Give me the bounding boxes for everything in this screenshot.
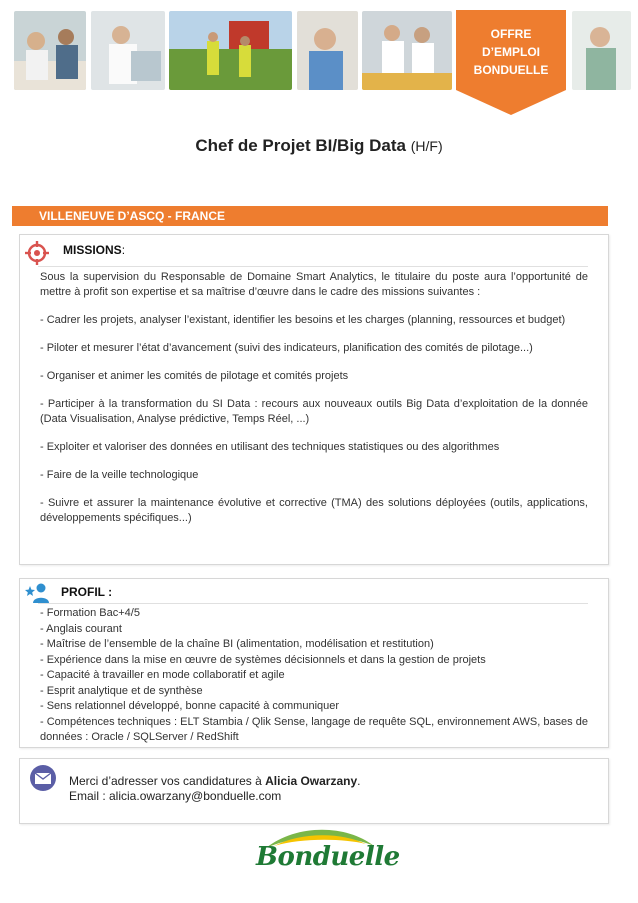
list-item: - Expérience dans la mise en œuvre de systèmes décisionnels et dans la gestion de projets [40,653,486,666]
header-photo-1 [14,11,86,90]
logo-wordmark: Bonduelle [256,842,400,872]
header-photo-5 [362,11,452,90]
header-photo-4 [297,11,358,90]
missions-paragraph: - Piloter et mesurer l’état d’avancement (suivi des indicateurs, planification des comités de pilotage...) [40,342,533,354]
missions-divider [38,266,588,267]
profile-divider [38,603,588,604]
offer-badge [456,10,566,115]
offer-badge-line-2: D’EMPLOI [481,45,540,59]
contact-line-1 [69,774,361,789]
list-item: - Capacité à travailler en mode collaboratif et agile [40,669,285,681]
list-item: - Sens relationnel développé, bonne capacité à communiquer [40,700,340,712]
contact-prefix: Merci d’adresser vos candidatures à [69,774,262,788]
location-bar [12,206,608,226]
contact-period: . [357,774,361,788]
location-label: VILLENEUVE D’ASCQ - FRANCE [39,209,226,223]
job-title [0,136,638,156]
list-item: - Compétences techniques : ELT Stambia / Qlik Sense, langage de requête SQL, environnement AWS, bases de données : Oracle / SQLServer / RedShift [40,715,588,743]
profile-list [40,606,588,746]
missions-heading [63,243,125,257]
contact-text [69,774,361,804]
list-item: - Formation Bac+4/5 [40,607,140,619]
profile-heading: PROFIL : [61,585,113,599]
list-item: - Maîtrise de l’ensemble de la chaîne BI (alimentation, modélisation et restitution) [40,638,434,650]
missions-paragraph: - Faire de la veille technologique [40,469,199,481]
list-item: - Esprit analytique et de synthèse [40,684,203,697]
bonduelle-logo [256,828,400,886]
list-item: - Anglais courant [40,622,122,635]
offer-badge-line-3: BONDUELLE [473,63,549,77]
header-photo-3 [169,11,292,90]
missions-paragraph: - Exploiter et valoriser des données en utilisant des techniques statistiques ou des algorithmes [40,441,500,453]
missions-paragraph: - Cadrer les projets, analyser l’existant, identifier les besoins et les charges (planning, ressources et budget) [40,314,566,326]
missions-body [40,270,588,526]
email-icon [29,764,57,797]
missions-paragraph: Sous la supervision du Responsable de Domaine Smart Analytics, le titulaire du poste aura l’opportunité de mettre à profit son expertise et sa maîtrise d’œuvre dans le cadre des missions suivantes : [40,271,588,298]
missions-paragraph: - Organiser et animer les comités de pilotage et comités projets [40,370,349,382]
missions-paragraph: - Suivre et assurer la maintenance évolutive et corrective (TMA) des solutions déployées (outils, applications, développements spécifiques...) [40,497,588,524]
contact-email[interactable]: Email : alicia.owarzany@bonduelle.com [69,789,282,803]
job-title-suffix: (H/F) [410,138,443,154]
missions-heading-text: MISSIONS [63,243,122,257]
missions-heading-colon: : [121,243,126,257]
people-icon [24,582,50,609]
header-photo-6 [572,11,631,90]
job-title-main: Chef de Projet BI/Big Data [195,136,406,155]
missions-paragraph: - Participer à la transformation du SI Data : recours aux nouveaux outils Big Data d’exploitation de la donnée (Data Visualisation, Analyse prédictive, Temps Réel, ...) [40,398,588,425]
offer-badge-line-1: OFFRE [490,27,532,41]
header-photo-2 [91,11,165,90]
contact-name: Alicia Owarzany [265,774,358,788]
